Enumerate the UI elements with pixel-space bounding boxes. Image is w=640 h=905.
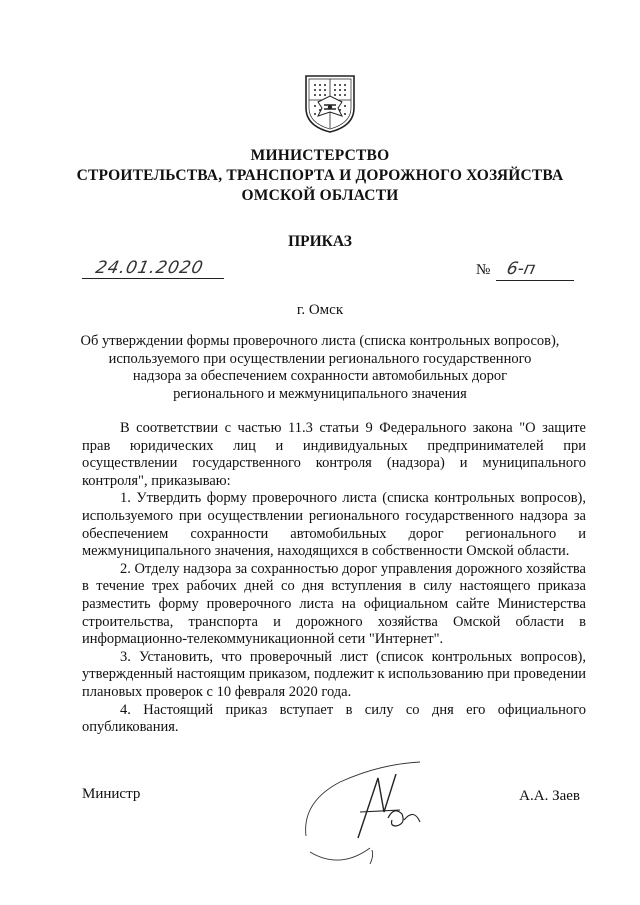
signatory-position: Министр bbox=[82, 786, 141, 802]
signatory-name: А.А. Заев bbox=[519, 788, 580, 804]
subject-line: регионального и межмуниципального значения bbox=[173, 385, 467, 402]
subject-line: используемого при осуществлении регионального государственного bbox=[108, 350, 532, 367]
body-paragraph-preamble: В соответствии с частью 11.3 статьи 9 Федерального закона "О защите прав юридических лиц и индивидуальных предпринимателей при осуществлении государственного контроля (надзора) и муниципального контроля", приказываю: bbox=[82, 420, 586, 489]
subject-line: надзора за обеспечением сохранности автомобильных дорог bbox=[132, 368, 508, 384]
document-body bbox=[82, 420, 586, 737]
org-name-line-3: ОМСКОЙ ОБЛАСТИ bbox=[241, 187, 399, 204]
document-date-handwritten: 24.01.2020 bbox=[93, 258, 206, 278]
body-paragraph-item-4: 4. Настоящий приказ вступает в силу со дня его официального опубликования. bbox=[82, 701, 586, 736]
body-paragraph-item-1: 1. Утвердить форму проверочного листа (списка контрольных вопросов), используемого при осуществлении регионального государственного надзора за обеспечением сохранности автомобильных дорог регионального и межмуниципального значения, находящихся в собственности Омской области. bbox=[82, 490, 586, 560]
document-number-label: № bbox=[476, 262, 491, 278]
subject-line: Об утверждении формы проверочного листа (списка контрольных вопросов), bbox=[80, 333, 560, 349]
body-paragraph-item-3: 3. Установить, что проверочный лист (список контрольных вопросов), утвержденный настоящим приказом, подлежит к использованию при проведении плановых проверок с 10 февраля 2020 года. bbox=[82, 648, 586, 700]
body-paragraph-item-2: 2. Отделу надзора за сохранностью дорог управления дорожного хозяйства в течение трех рабочих дней со дня вступления в силу настоящего приказа разместить форму проверочного листа на официальном сайте Министерства строительства, транспорта и дорожного хозяйства Омской области в информационно-телекоммуникационной сети "Интернет". bbox=[82, 560, 586, 648]
number-underline bbox=[496, 280, 574, 281]
omsk-coat-of-arms-icon bbox=[300, 72, 360, 134]
document-number-handwritten: 6-п bbox=[504, 259, 538, 279]
handwritten-signature bbox=[300, 752, 440, 882]
org-name-line-2: СТРОИТЕЛЬСТВА, ТРАНСПОРТА И ДОРОЖНОГО ХОЗЯЙСТВА bbox=[76, 167, 564, 184]
document-type-title: ПРИКАЗ bbox=[288, 233, 352, 250]
org-name-line-1: МИНИСТЕРСТВО bbox=[250, 147, 390, 164]
document-city: г. Омск bbox=[296, 302, 344, 318]
date-underline bbox=[82, 278, 224, 279]
document-subject bbox=[0, 333, 640, 403]
